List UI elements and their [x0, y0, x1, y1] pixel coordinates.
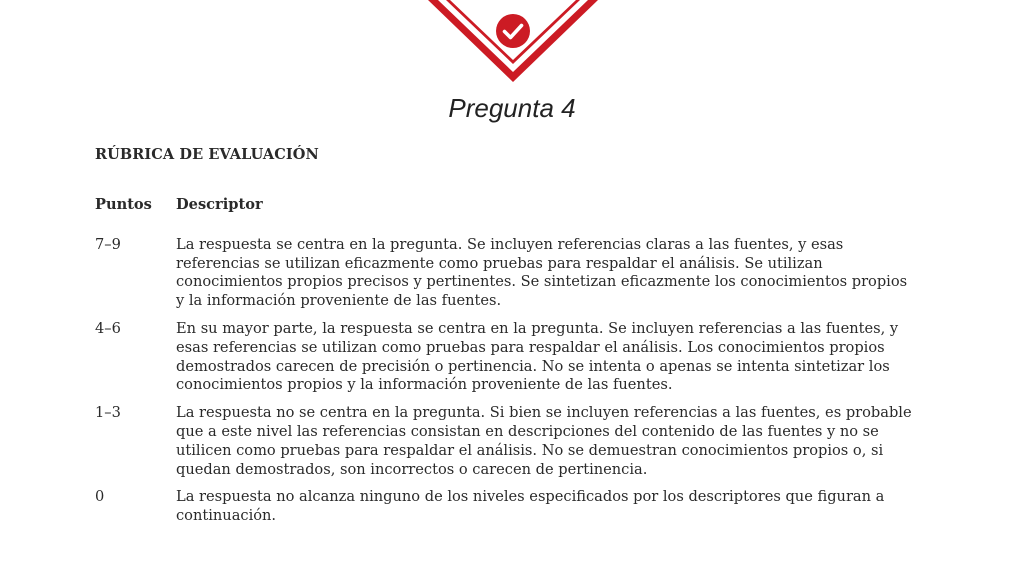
table-header-row: [95, 196, 915, 215]
row-descriptor: En su mayor parte, la respuesta se centra en la pregunta. Se incluyen referencias a las fuentes, y esas referencias se utilizan como pruebas para respaldar el análisis. Los conocimientos propios demostrados carecen de precisión o pertinencia. No se intenta o apenas se intenta sintetizar los conocimientos propios y la información proveniente de las fuentes.: [176, 319, 899, 394]
table-row: [95, 236, 915, 311]
row-descriptor: La respuesta no se centra en la pregunta. Si bien se incluyen referencias a las fuentes, es probable que a este nivel las referencias consistan en descripciones del contenido de las fuentes y no se utilicen como pruebas para respaldar el análisis. No se demuestran conocimientos propios o, si quedan demostrados, son incorrectos o carecen de pertinencia.: [176, 404, 912, 478]
row-points: 1–3: [95, 404, 121, 422]
rubric-table: [95, 196, 915, 535]
row-points: 0: [95, 488, 105, 506]
row-descriptor: La respuesta no alcanza ninguno de los niveles especificados por los descriptores que figuran a continuación.: [176, 488, 885, 525]
row-points: 4–6: [95, 319, 121, 337]
slide-title: Pregunta 4: [448, 93, 576, 123]
row-descriptor: La respuesta se centra en la pregunta. Se incluyen referencias claras a las fuentes, y esas referencias se utilizan eficazmente como pruebas para respaldar el análisis. Se utilizan conocimientos propios precisos y pertinentes. Se sintetizan eficazmente los conocimientos propios y la información proveniente de las fuentes.: [176, 235, 908, 310]
check-circle: [496, 14, 530, 48]
table-row: [95, 320, 915, 395]
check-badge: [0, 0, 1024, 90]
header-descriptor: Descriptor: [176, 196, 263, 213]
rubric-heading: RÚBRICA DE EVALUACIÓN: [95, 146, 319, 163]
table-row: [95, 404, 915, 479]
header-points: Puntos: [95, 196, 152, 213]
table-row: [95, 488, 915, 526]
row-points: 7–9: [95, 235, 121, 253]
